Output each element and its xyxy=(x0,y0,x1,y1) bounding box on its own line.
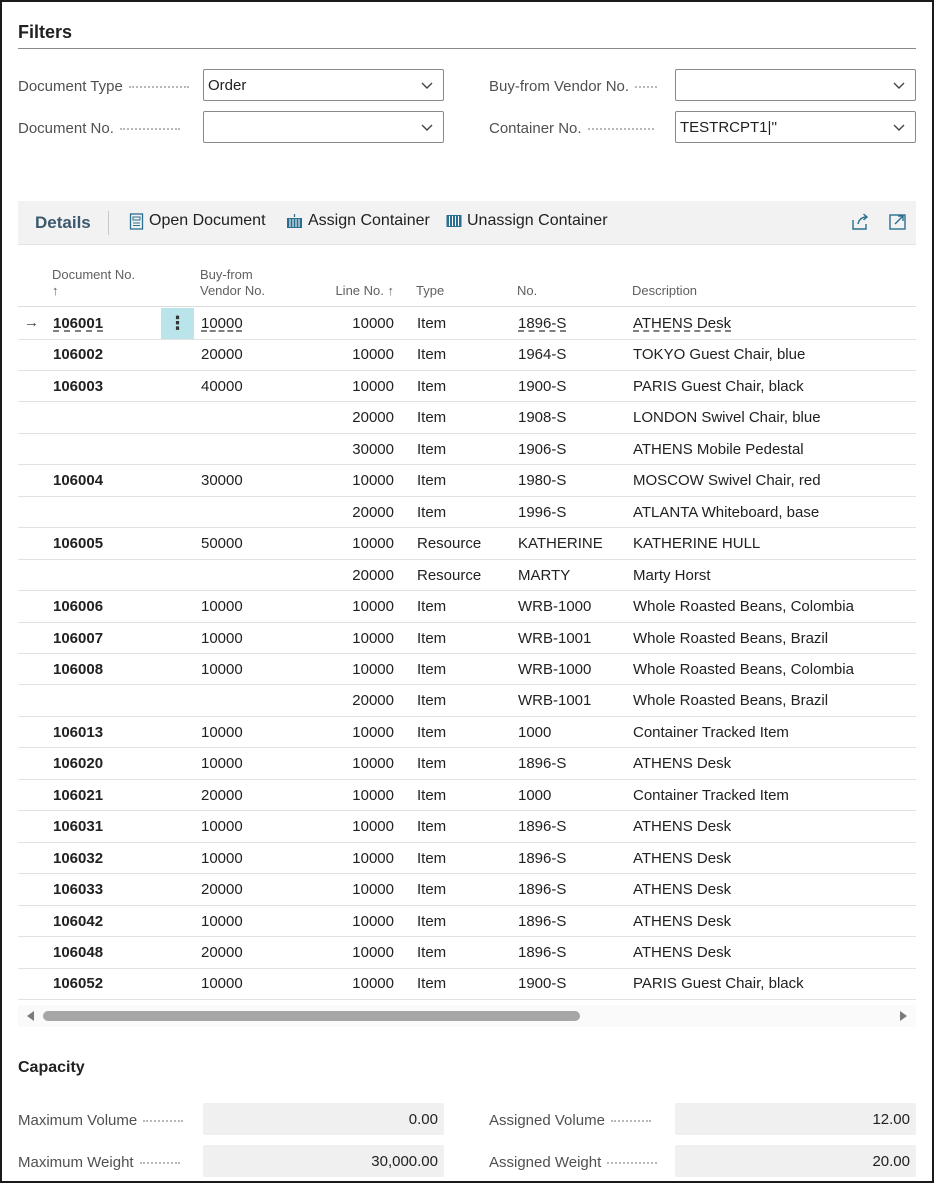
cell-type[interactable]: Item xyxy=(417,315,447,332)
cell-line-no[interactable]: 10000 xyxy=(352,849,394,867)
cell-type[interactable]: Item xyxy=(417,786,447,804)
cell-document-no[interactable]: 106042 xyxy=(53,912,104,930)
current-row-arrow-icon: → xyxy=(24,314,39,331)
document-type-select[interactable] xyxy=(203,69,444,101)
cell-type[interactable]: Item xyxy=(417,377,447,395)
cell-description[interactable]: ATLANTA Whiteboard, base xyxy=(633,503,820,521)
expand-icon[interactable] xyxy=(889,213,907,231)
cell-buy-from-vendor-no[interactable]: 50000 xyxy=(201,535,243,553)
cell-line-no[interactable]: 20000 xyxy=(352,409,394,427)
cell-buy-from-vendor-no[interactable]: 10000 xyxy=(201,975,243,993)
table-row[interactable] xyxy=(18,465,916,497)
table-row[interactable] xyxy=(18,497,916,529)
cell-description[interactable]: ATHENS Desk xyxy=(633,755,732,773)
table-row[interactable] xyxy=(18,843,916,875)
cell-line-no[interactable]: 10000 xyxy=(352,786,394,804)
cell-no[interactable]: 1906-S xyxy=(518,440,567,458)
column-header-description[interactable]: Description xyxy=(632,283,698,298)
cell-buy-from-vendor-no[interactable]: 10000 xyxy=(201,755,243,773)
buy-from-vendor-label: Buy-from Vendor No. xyxy=(489,70,657,102)
cell-no[interactable]: 1896-S xyxy=(518,912,567,930)
table-row[interactable] xyxy=(18,874,916,906)
cell-no[interactable]: WRB-1000 xyxy=(518,660,592,678)
cell-document-no[interactable]: 106001 xyxy=(53,315,104,332)
column-header-line-no[interactable]: Line No. ↑ xyxy=(335,283,394,298)
document-icon xyxy=(129,213,144,230)
cell-type[interactable]: Item xyxy=(417,440,447,458)
unassign-container-button[interactable] xyxy=(446,212,608,230)
cell-no[interactable]: WRB-1000 xyxy=(518,598,592,616)
cell-buy-from-vendor-no[interactable]: 20000 xyxy=(201,944,243,961)
table-row[interactable] xyxy=(18,623,916,655)
cell-type[interactable]: Item xyxy=(417,629,447,647)
cell-type[interactable]: Item xyxy=(417,912,447,930)
cell-description[interactable]: TOKYO Guest Chair, blue xyxy=(633,346,806,364)
assigned-weight-value: 20.00 xyxy=(675,1145,916,1177)
cell-no[interactable]: WRB-1001 xyxy=(518,629,592,647)
assign-container-button[interactable] xyxy=(286,212,430,230)
cell-line-no[interactable]: 10000 xyxy=(352,535,394,553)
cell-no[interactable]: MARTY xyxy=(518,566,571,584)
maximum-volume-value: 0.00 xyxy=(203,1103,444,1135)
cell-description[interactable]: Whole Roasted Beans, Colombia xyxy=(633,660,854,678)
column-header-no[interactable]: No. xyxy=(517,283,538,298)
cell-type[interactable]: Item xyxy=(417,849,447,867)
cell-description[interactable]: ATHENS Desk xyxy=(633,315,732,332)
buy-from-vendor-select[interactable] xyxy=(675,69,916,101)
cell-buy-from-vendor-no[interactable]: 20000 xyxy=(201,786,243,804)
cell-type[interactable]: Item xyxy=(417,660,447,678)
cell-type[interactable]: Item xyxy=(417,409,447,427)
cell-buy-from-vendor-no[interactable]: 10000 xyxy=(201,912,243,930)
table-row[interactable] xyxy=(18,434,916,466)
cell-description[interactable]: ATHENS Desk xyxy=(633,944,732,961)
cell-type[interactable]: Item xyxy=(417,975,447,993)
cell-no[interactable]: 1900-S xyxy=(518,377,567,395)
table-row[interactable] xyxy=(18,685,916,717)
cell-document-no[interactable]: 106013 xyxy=(53,723,104,741)
cell-document-no[interactable]: 106033 xyxy=(53,881,104,899)
container-icon xyxy=(446,214,462,228)
cell-buy-from-vendor-no[interactable]: 20000 xyxy=(201,881,243,899)
cell-description[interactable]: LONDON Swivel Chair, blue xyxy=(633,409,821,427)
table-row[interactable] xyxy=(18,591,916,623)
cell-no[interactable]: 1000 xyxy=(518,723,552,741)
cell-description[interactable]: PARIS Guest Chair, black xyxy=(633,975,804,993)
cell-line-no[interactable]: 10000 xyxy=(352,315,394,332)
assign-container-label: Assign Container xyxy=(308,212,430,229)
container-add-icon xyxy=(286,214,303,229)
cell-line-no[interactable]: 10000 xyxy=(352,881,394,899)
table-row[interactable] xyxy=(18,654,916,686)
document-no-select[interactable] xyxy=(203,111,444,143)
cell-line-no[interactable]: 10000 xyxy=(352,818,394,836)
cell-line-no[interactable]: 10000 xyxy=(352,755,394,773)
grid-header xyxy=(18,245,916,307)
cell-document-no[interactable]: 106052 xyxy=(53,975,104,993)
table-row[interactable] xyxy=(18,560,916,592)
cell-description[interactable]: PARIS Guest Chair, black xyxy=(633,377,804,395)
cell-no[interactable]: 1996-S xyxy=(518,503,567,521)
table-row[interactable] xyxy=(18,968,916,1000)
action-bar-divider xyxy=(108,211,109,235)
maximum-weight-label: Maximum Weight xyxy=(18,1146,180,1178)
details-action-bar xyxy=(18,201,916,245)
cell-description[interactable]: ATHENS Desk xyxy=(633,849,732,867)
cell-document-no[interactable]: 106031 xyxy=(53,818,104,836)
container-no-select[interactable] xyxy=(675,111,916,143)
cell-type[interactable]: Item xyxy=(417,472,447,490)
cell-document-no[interactable]: 106008 xyxy=(53,660,104,678)
cell-line-no[interactable]: 10000 xyxy=(352,660,394,678)
table-row[interactable] xyxy=(18,906,916,938)
cell-no[interactable]: WRB-1001 xyxy=(518,692,592,710)
cell-document-no[interactable]: 106004 xyxy=(53,472,104,490)
cell-description[interactable]: Marty Horst xyxy=(633,566,711,584)
cell-no[interactable]: 1896-S xyxy=(518,944,567,961)
chevron-down-icon xyxy=(893,121,905,133)
cell-type[interactable]: Item xyxy=(417,944,447,961)
cell-no[interactable]: 1896-S xyxy=(518,818,567,836)
cell-document-no[interactable]: 106007 xyxy=(53,629,104,647)
cell-line-no[interactable]: 20000 xyxy=(352,566,394,584)
table-row[interactable] xyxy=(18,308,916,340)
cell-document-no[interactable]: 106048 xyxy=(53,944,104,961)
container-no-label: Container No. xyxy=(489,112,654,144)
cell-description[interactable]: Whole Roasted Beans, Brazil xyxy=(633,629,829,647)
cell-line-no[interactable]: 10000 xyxy=(352,912,394,930)
cell-no[interactable]: 1000 xyxy=(518,786,552,804)
unassign-container-label: Unassign Container xyxy=(467,212,608,229)
cell-line-no[interactable]: 10000 xyxy=(352,346,394,364)
details-title[interactable]: Details xyxy=(35,213,91,232)
cell-no[interactable]: 1896-S xyxy=(518,849,567,867)
cell-buy-from-vendor-no[interactable]: 30000 xyxy=(201,472,243,490)
sort-ascending-icon: ↑ xyxy=(52,283,59,298)
cell-line-no[interactable]: 10000 xyxy=(352,723,394,741)
cell-no[interactable]: KATHERINE xyxy=(518,535,603,553)
cell-description[interactable]: ATHENS Desk xyxy=(633,912,732,930)
cell-type[interactable]: Item xyxy=(417,503,447,521)
cell-description[interactable]: Container Tracked Item xyxy=(633,786,789,804)
column-header-buy-from-vendor-no[interactable]: Buy-from Vendor No. xyxy=(200,267,266,298)
cell-line-no[interactable]: 10000 xyxy=(352,598,394,616)
cell-description[interactable]: ATHENS Desk xyxy=(633,881,732,899)
cell-description[interactable]: Container Tracked Item xyxy=(633,723,789,741)
cell-line-no[interactable]: 10000 xyxy=(352,944,394,961)
table-row[interactable] xyxy=(18,528,916,560)
cell-buy-from-vendor-no[interactable]: 10000 xyxy=(201,660,243,678)
maximum-volume-label: Maximum Volume xyxy=(18,1104,183,1136)
cell-document-no[interactable]: 106021 xyxy=(53,786,104,804)
cell-document-no[interactable]: 106032 xyxy=(53,849,104,867)
cell-document-no[interactable]: 106006 xyxy=(53,598,104,616)
cell-type[interactable]: Item xyxy=(417,755,447,773)
cell-description[interactable]: ATHENS Mobile Pedestal xyxy=(633,440,804,458)
cell-type[interactable]: Item xyxy=(417,692,447,710)
cell-buy-from-vendor-no[interactable]: 10000 xyxy=(201,598,243,616)
scroll-right-arrow-icon[interactable] xyxy=(900,1011,907,1021)
cell-no[interactable]: 1900-S xyxy=(518,975,567,993)
cell-no[interactable]: 1896-S xyxy=(518,755,567,773)
chevron-down-icon xyxy=(421,79,433,91)
cell-description[interactable]: KATHERINE HULL xyxy=(633,535,761,553)
filters-divider xyxy=(18,48,916,49)
cell-buy-from-vendor-no[interactable]: 10000 xyxy=(201,315,243,332)
table-row[interactable] xyxy=(18,402,916,434)
column-header-type[interactable]: Type xyxy=(416,283,445,298)
cell-buy-from-vendor-no[interactable]: 20000 xyxy=(201,346,243,364)
cell-description[interactable]: Whole Roasted Beans, Brazil xyxy=(633,692,829,710)
table-row[interactable] xyxy=(18,339,916,371)
cell-line-no[interactable]: 20000 xyxy=(352,503,394,521)
cell-no[interactable]: 1896-S xyxy=(518,315,567,332)
chevron-down-icon xyxy=(421,121,433,133)
cell-line-no[interactable]: 30000 xyxy=(352,440,394,458)
document-type-label: Document Type xyxy=(18,70,189,102)
scrollbar-thumb[interactable] xyxy=(43,1011,580,1021)
cell-no[interactable]: 1980-S xyxy=(518,472,567,490)
scroll-left-arrow-icon[interactable] xyxy=(27,1011,34,1021)
assigned-volume-value: 12.00 xyxy=(675,1103,916,1135)
cell-buy-from-vendor-no[interactable]: 10000 xyxy=(201,629,243,647)
cell-description[interactable]: ATHENS Desk xyxy=(633,818,732,836)
cell-buy-from-vendor-no[interactable]: 10000 xyxy=(201,723,243,741)
assigned-volume-label: Assigned Volume xyxy=(489,1104,651,1136)
cell-type[interactable]: Resource xyxy=(417,566,482,584)
cell-type[interactable]: Item xyxy=(417,881,447,899)
cell-line-no[interactable]: 10000 xyxy=(352,472,394,490)
cell-type[interactable]: Item xyxy=(417,818,447,836)
cell-document-no[interactable]: 106002 xyxy=(53,346,104,364)
cell-type[interactable]: Item xyxy=(417,723,447,741)
container-no-value: TESTRCPT1|'' xyxy=(680,118,778,136)
document-type-value: Order xyxy=(208,76,247,94)
cell-no[interactable]: 1964-S xyxy=(518,346,567,364)
details-part xyxy=(18,201,916,1026)
cell-line-no[interactable]: 10000 xyxy=(352,377,394,395)
table-row[interactable] xyxy=(18,717,916,749)
assigned-weight-label: Assigned Weight xyxy=(489,1146,657,1178)
cell-description[interactable]: Whole Roasted Beans, Colombia xyxy=(633,598,854,616)
cell-buy-from-vendor-no[interactable]: 40000 xyxy=(201,377,243,395)
horizontal-scrollbar[interactable] xyxy=(18,1005,916,1027)
chevron-down-icon xyxy=(893,79,905,91)
maximum-weight-value: 30,000.00 xyxy=(203,1145,444,1177)
cell-document-no[interactable]: 106005 xyxy=(53,535,104,553)
cell-buy-from-vendor-no[interactable]: 10000 xyxy=(201,818,243,836)
table-row[interactable] xyxy=(18,811,916,843)
open-document-label: Open Document xyxy=(149,212,266,229)
table-row[interactable] xyxy=(18,371,916,403)
column-header-document-no[interactable]: Document No. ↑ xyxy=(52,267,136,298)
table-row[interactable] xyxy=(18,748,916,780)
cell-description[interactable]: MOSCOW Swivel Chair, red xyxy=(633,472,821,490)
capacity-title: Capacity xyxy=(18,1059,85,1076)
cell-type[interactable]: Item xyxy=(417,598,447,616)
document-no-label: Document No. xyxy=(18,112,180,144)
row-actions-menu-button[interactable]: ⋮ xyxy=(161,308,194,339)
cell-line-no[interactable]: 10000 xyxy=(352,975,394,993)
cell-type[interactable]: Resource xyxy=(417,535,482,553)
cell-document-no[interactable]: 106020 xyxy=(53,755,104,773)
cell-no[interactable]: 1896-S xyxy=(518,881,567,899)
filters-title: Filters xyxy=(18,22,73,42)
table-row[interactable] xyxy=(18,937,916,969)
table-row[interactable] xyxy=(18,780,916,812)
cell-document-no[interactable]: 106003 xyxy=(53,377,104,395)
cell-line-no[interactable]: 20000 xyxy=(352,692,394,710)
cell-buy-from-vendor-no[interactable]: 10000 xyxy=(201,849,243,867)
cell-line-no[interactable]: 10000 xyxy=(352,629,394,647)
share-icon[interactable] xyxy=(851,213,870,231)
cell-type[interactable]: Item xyxy=(417,346,447,364)
cell-no[interactable]: 1908-S xyxy=(518,409,567,427)
open-document-button[interactable] xyxy=(129,212,266,230)
